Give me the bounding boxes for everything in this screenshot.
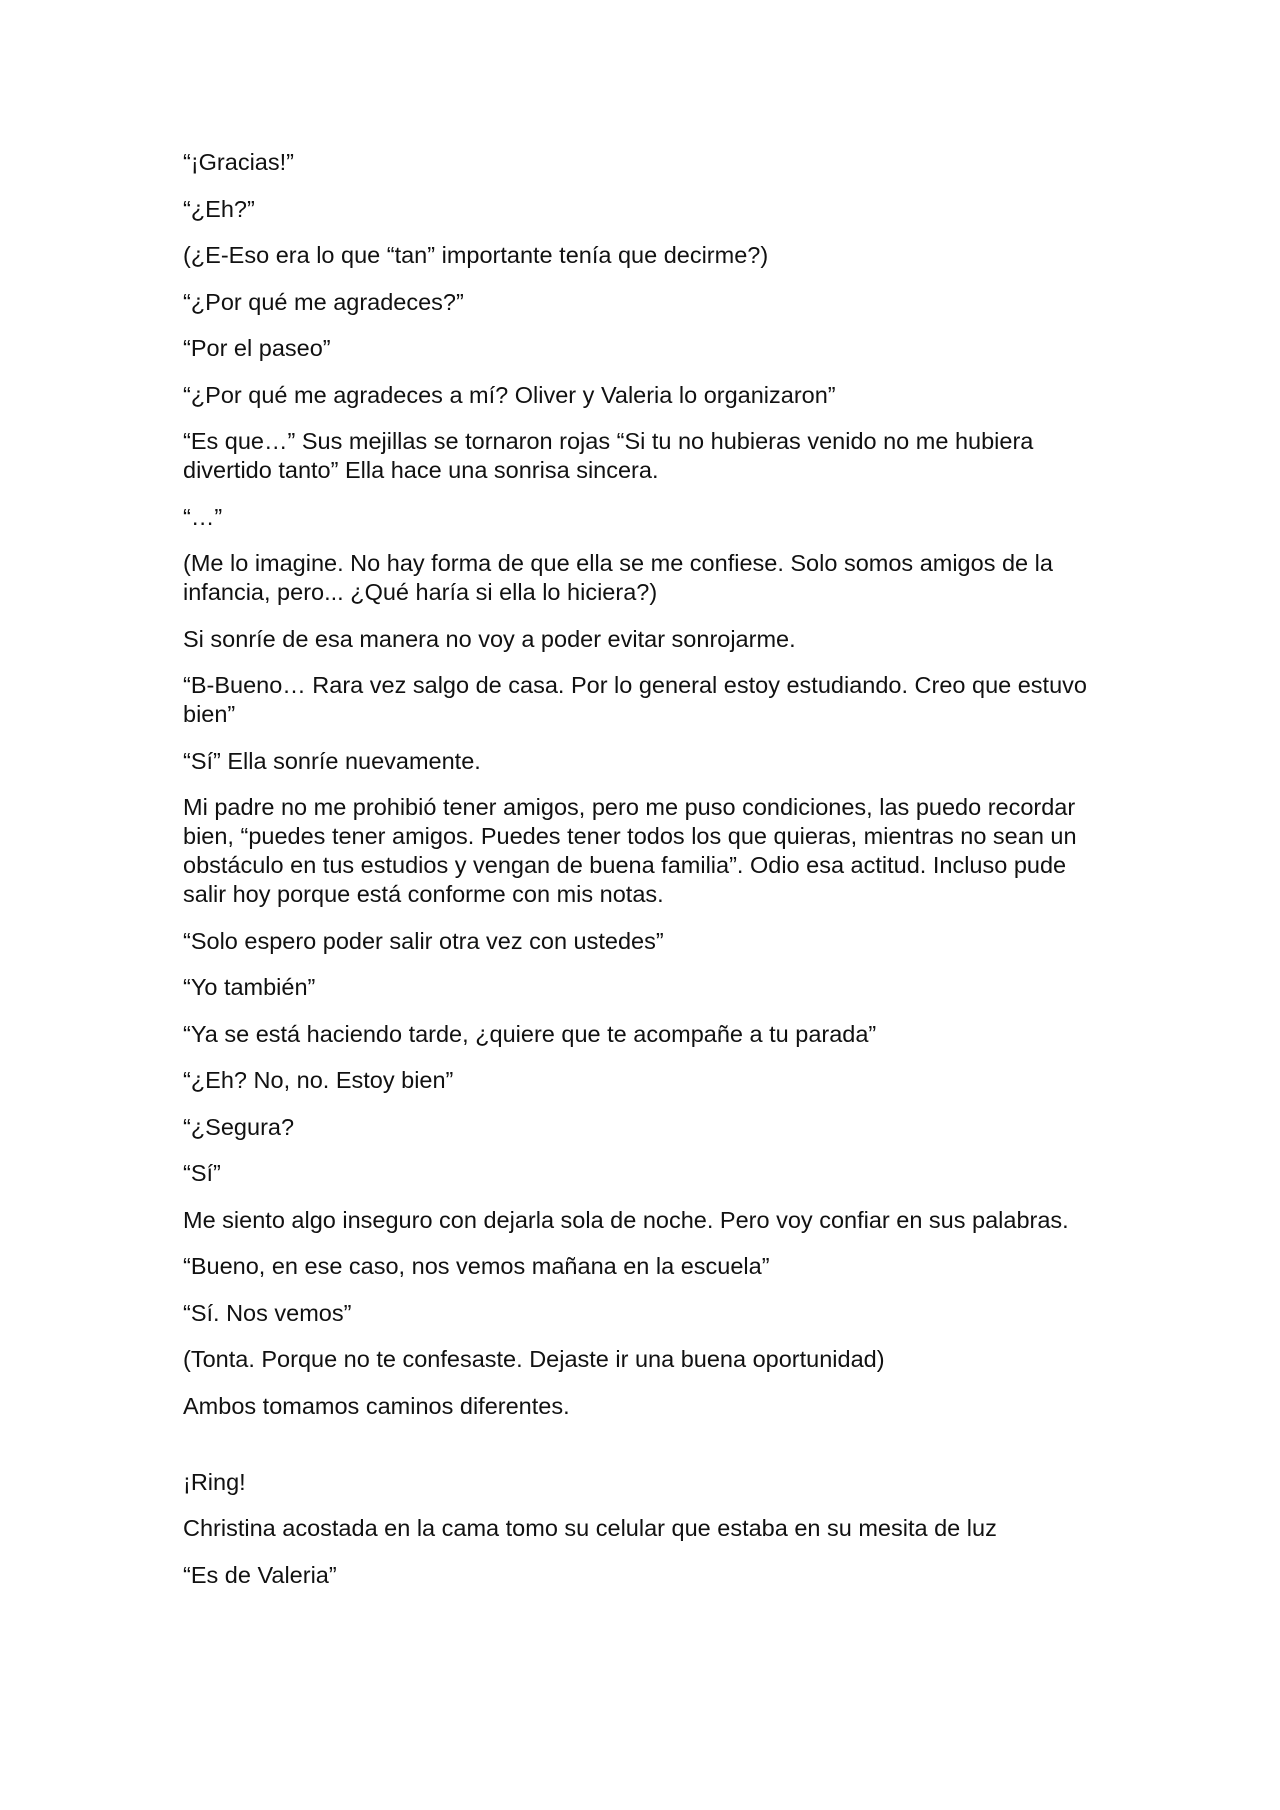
paragraph: “¿Por qué me agradeces a mí? Oliver y Valeria lo organizaron” — [183, 381, 836, 408]
paragraph: “Bueno, en ese caso, nos vemos mañana en la escuela” — [183, 1253, 770, 1279]
paragraph: “¿Eh? No, no. Estoy bien” — [183, 1067, 454, 1093]
paragraph: (¿E-Eso era lo que “tan” importante tenía que decirme?) — [183, 242, 769, 268]
paragraph: “Por el paseo” — [183, 335, 331, 361]
paragraph: “B-Bueno… Rara vez salgo de casa. Por lo general estoy estudiando. Creo que estuvo bien” — [183, 672, 1087, 727]
paragraph: “Sí” — [183, 1160, 221, 1186]
paragraph: Me siento algo inseguro con dejarla sola de noche. Pero voy confiar en sus palabras. — [183, 1206, 1069, 1233]
document-body — [183, 148, 1103, 1607]
paragraph: “Yo también” — [183, 974, 316, 1000]
paragraph: Mi padre no me prohibió tener amigos, pero me puso condiciones, las puedo recordar bien, “puedes tener amigos. Puedes tener todos los que quieras, mientras no sean un obstáculo en tus estudios y vengan de buena familia”. Odio esa actitud. Incluso pude salir hoy porque está conforme con mis notas. — [183, 794, 1077, 907]
paragraph: Si sonríe de esa manera no voy a poder evitar sonrojarme. — [183, 625, 796, 652]
paragraph: “Ya se está haciendo tarde, ¿quiere que te acompañe a tu parada” — [183, 1020, 877, 1047]
paragraph: “Solo espero poder salir otra vez con ustedes” — [183, 927, 664, 954]
paragraph: “…” — [183, 503, 223, 530]
paragraph: “Sí” Ella sonríe nuevamente. — [183, 747, 481, 774]
paragraph: “¿Por qué me agradeces?” — [183, 288, 464, 315]
paragraph: “¿Segura? — [183, 1113, 295, 1140]
paragraph: Christina acostada en la cama tomo su celular que estaba en su mesita de luz — [183, 1515, 997, 1541]
paragraph: (Tonta. Porque no te confesaste. Dejaste ir una buena oportunidad) — [183, 1346, 885, 1372]
paragraph: (Me lo imagine. No hay forma de que ella se me confiese. Solo somos amigos de la infancia, pero... ¿Qué haría si ella lo hiciera?) — [183, 550, 1053, 605]
paragraph: “¿Eh?” — [183, 195, 255, 222]
paragraph: “Es que…” Sus mejillas se tornaron rojas “Si tu no hubieras venido no me hubiera divertido tanto” Ella hace una sonrisa sincera. — [183, 428, 1034, 483]
paragraph: ¡Ring! — [183, 1468, 246, 1495]
paragraph: Ambos tomamos caminos diferentes. — [183, 1392, 570, 1419]
paragraph: “¡Gracias!” — [183, 149, 294, 175]
paragraph: “Es de Valeria” — [183, 1561, 337, 1588]
paragraph: “Sí. Nos vemos” — [183, 1299, 352, 1326]
